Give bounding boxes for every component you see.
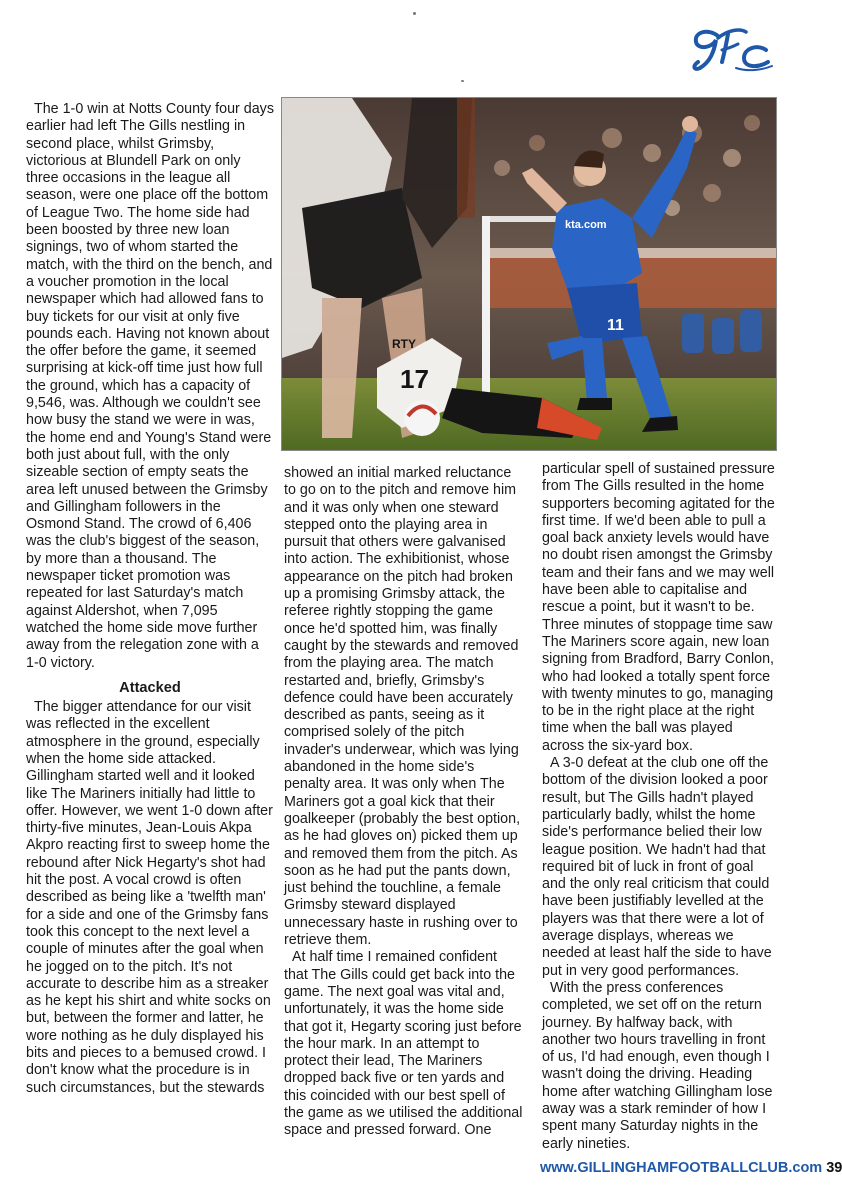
away-shirt-name: RTY (392, 337, 416, 351)
match-photo-illustration (282, 98, 776, 450)
away-shirt-number: 17 (400, 364, 429, 394)
paragraph-notts-county-win: The 1-0 win at Notts County four days earlier had left The Gills nestling in second place, whilst Grimsby, victorious at Blundell Park on only three occasions in the league all season, were one place off the bottom of League Two. The home side had been boosted by three new loan signings, two of whom started the match, with the third on the bench, and a voucher promotion in the local newspaper which had allowed fans to buy tickets for our visit at only five pounds each. Having not known about the offer before the game, it seemed surprising at kick-off time just how full the ground, which has a capacity of 9,546, was. Although we couldn't see how busy the stand we were in was, the home end and Young's Stand were both just about full, with the only sizeable section of empty seats the area left unused between the Grimsby and Gillingham followers in the Osmond Stand. The crowd of 6,406 was the club's biggest of the season, by more than a thousand. The newspaper ticket promotion was repeated for last Saturday's match against Aldershot, when 7,095 watched the home side move further away from the relegation zone with a 1-0 victory. (26, 101, 274, 671)
paragraph-sustained-pressure: particular spell of sustained pressure from The Gills resulted in the home supporters becoming agitated for the first time. If we'd been able to pull a goal back anxiety levels would have no doubt risen amongst the Grimsby team and their fans and we may well have been able to capitalise and rescue a point, but it wasn't to be. Three minutes of stoppage time saw The Mariners score again, new loan signing from Bradford, Barry Conlon, who had looked a totally spent force with twenty minutes to go, managing to be in the right place at the right time when the ball was played across the six-yard box. (542, 461, 775, 754)
club-logo (688, 22, 774, 74)
article-column-2 (284, 465, 524, 1140)
paragraph-half-time: At half time I remained confident that The Gills could get back into the game. The next goal was vital and, unfortunately, it was the home side that got it, Hegarty scoring just before the hour mark. In an attempt to protect their lead, The Mariners dropped back five or ten yards and this coincided with our best spell of the game as we utilised the additional space and pressed forward. One (284, 949, 523, 1139)
page-number: 39 (826, 1160, 842, 1176)
home-shirt-number: 11 (607, 317, 624, 334)
paragraph-defeat-analysis: A 3-0 defeat at the club one off the bottom of the division looked a poor result, but The Gills hadn't played particularly badly, whilst the home side's performance belied their low league position. We hadn't had that required bit of luck in front of goal and the only real criticism that could have been justifiably levelled at the players was that there were a lot of average displays, whereas we needed at least half the side to have put in very good performances. (542, 755, 772, 979)
article-column-1 (26, 101, 274, 1097)
club-website-url[interactable]: www.GILLINGHAMFOOTBALLCLUB.com (540, 1160, 823, 1176)
scan-speck (413, 12, 416, 15)
scan-speck (461, 80, 464, 82)
article-column-3 (542, 461, 778, 1153)
page-footer (540, 1160, 842, 1176)
shirt-sponsor: kta.com (565, 219, 607, 231)
section-heading-attacked: Attacked (119, 679, 181, 696)
paragraph-streaker-removed: showed an initial marked reluctance to go on to the pitch and remove him and it was only when one steward stepped onto the playing area in pursuit that others were galvanised into action. The exhibitionist, whose appearance on the pitch had broken up a promising Grimsby attack, the referee rightly stopping the game once he'd spotted him, was finally caught by the stewards and removed from the playing area. The match restarted and, briefly, Grimsby's defence could have been accurately described as pants, seeing as it comprised solely of the pitch invader's underwear, which was lying abandoned in the home side's penalty area. It was only when The Mariners got a goal kick that their goalkeeper (probably the best option, as he had gloves on) picked them up and removed them from the pitch. As soon as he had put the pants down, just behind the touchline, a female Grimsby steward displayed unnecessary haste in rushing over to retrieve them. (284, 465, 521, 949)
paragraph-bigger-attendance: The bigger attendance for our visit was reflected in the excellent atmosphere in the ground, especially when the home side attacked. Gillingham started well and it looked like The Mariners initially had little to offer. However, we went 1-0 down after thirty-five minutes, Jean-Louis Akpa Akpro reacting first to sweep home the rebound after Nick Hegarty's shot had hit the post. A vocal crowd is often described as being like a 'twelfth man' for a side and one of the Grimsby fans took this concept to the next level a couple of minutes after the goal when he jogged on to the pitch. It's not accurate to describe him as a streaker as he kept his shirt and white socks on but, between the former and latter, he wore nothing as he duly displayed his bits and pieces to a bemused crowd. I don't know what the procedure is in such circumstances, but the stewards (26, 699, 273, 1096)
match-photo (281, 97, 777, 451)
paragraph-return-journey: With the press conferences completed, we set off on the return journey. By halfway back, with another two hours travelling in front of us, I'd had enough, even though I wasn't doing the driving. Heading home after watching Gillingham lose away was a stark reminder of how I spent many Saturday nights in the early nineties. (542, 979, 773, 1152)
